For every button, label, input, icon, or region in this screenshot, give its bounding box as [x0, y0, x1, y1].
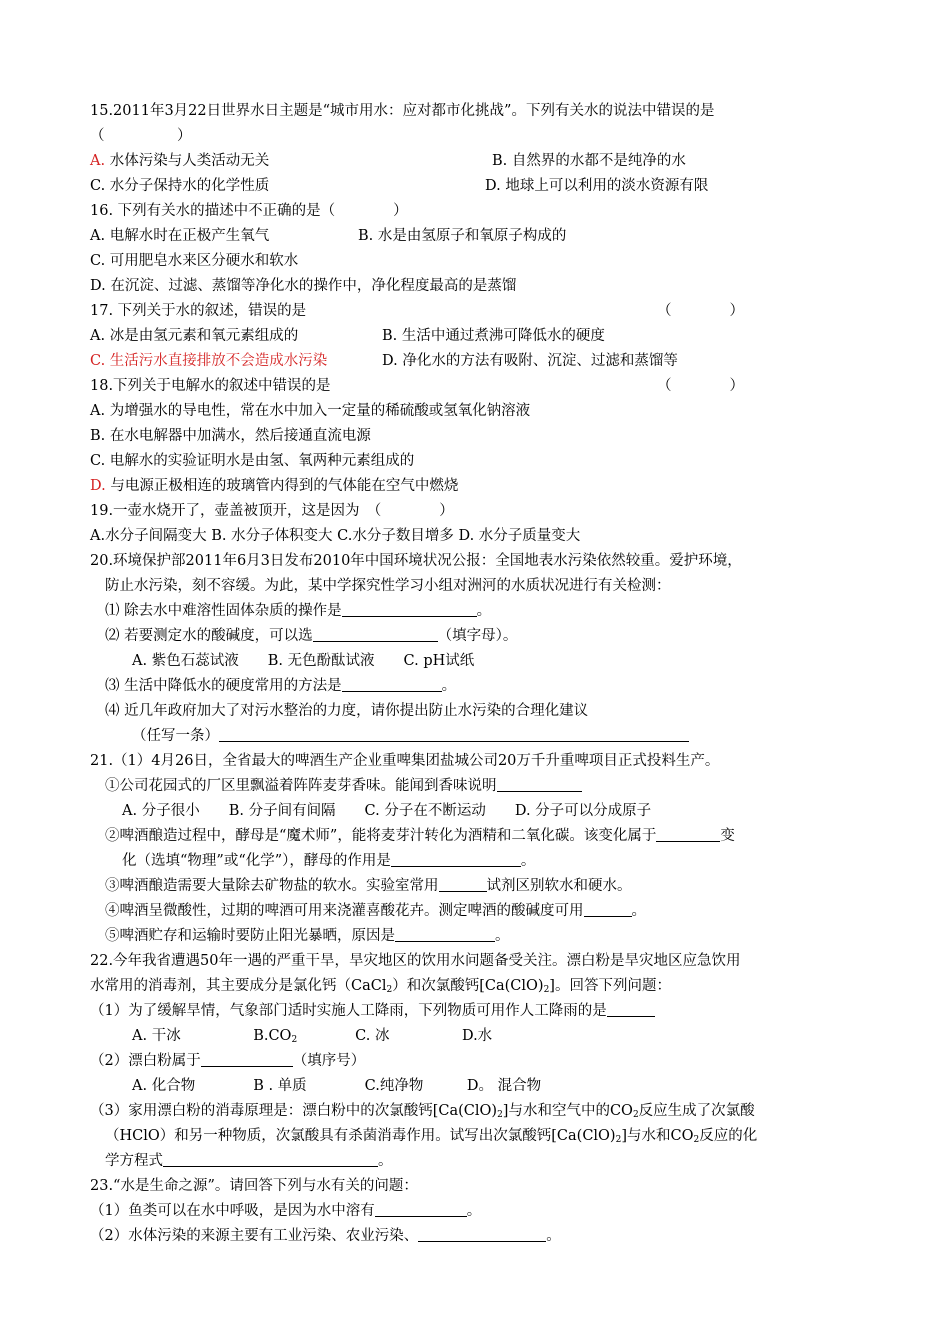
q18-option-d-letter: D.: [90, 478, 106, 494]
q22-part-2: [90, 1050, 862, 1072]
q22-part-1-text: （1）为了缓解旱情，气象部门适时实施人工降雨，下列物质可用作人工降雨的是: [90, 1003, 607, 1019]
q20-part-2-options: A. 紫色石蕊试液 B. 无色酚酞试液 C. pH试纸: [132, 653, 475, 669]
q21-sub-5: [105, 925, 862, 947]
q18-stem-line: [90, 375, 862, 397]
q21-sub-5-blank[interactable]: [395, 926, 495, 942]
q22-part-1-options-b: C. 冰 D.水: [297, 1028, 493, 1044]
q22-part-3b-text2: ]与水和CO: [621, 1128, 694, 1144]
q21-sub-2a-text: ②啤酒酿造过程中，酵母是“魔术师”，能将麦芽汁转化为酒精和二氧化碳。该变化属于: [105, 828, 657, 844]
q20-stem-2: 防止水污染，刻不容缓。为此，某中学探究性学习小组对洲河的水质状况进行有关检测：: [105, 578, 671, 594]
q18-option-d-line: [90, 475, 862, 497]
q22-part-3b-sub2: 2: [693, 1135, 700, 1145]
q20-part-2: [105, 625, 862, 647]
q20-part-3-end: 。: [441, 678, 457, 694]
q16-stem: 16. 下列有关水的描述中不正确的是（ ）: [90, 203, 408, 219]
q17-stem-line: [90, 300, 862, 322]
q21-sub-1: [105, 775, 862, 797]
q15-stem: 15.2011年3月22日世界水日主题是“城市用水：应对都市化挑战”。下列有关水的说法中错误的是: [90, 103, 715, 119]
q21-sub-4-end: 。: [631, 903, 646, 919]
q17-option-d: D. 净化水的方法有吸附、沉淀、过滤和蒸馏等: [382, 353, 678, 369]
q18-option-b: B. 在水电解器中加满水，然后接通直流电源: [90, 428, 371, 444]
q18-stem: 18.下列关于电解水的叙述中错误的是: [90, 378, 331, 394]
q22-part-3c-end: 。: [378, 1153, 393, 1169]
q22-part-3a-sub: 2: [497, 1110, 503, 1120]
q22-part-3a-text2: ]与水和空气中的CO: [502, 1103, 633, 1119]
q23-stem: 23.“水是生命之源”。请回答下列与水有关的问题：: [90, 1178, 418, 1194]
q20-part-3-text: ⑶ 生活中降低水的硬度常用的方法是: [105, 678, 342, 694]
q21-sub-1-blank[interactable]: [497, 776, 582, 792]
q21-sub-3-blank[interactable]: [439, 876, 487, 892]
q16-option-b: B. 水是由氢原子和氧原子构成的: [358, 228, 567, 244]
q18-option-c: C. 电解水的实验证明水是由氢、氧两种元素组成的: [90, 453, 415, 469]
q22-stem-2-sub: 2: [386, 985, 393, 995]
q20-part-3-blank[interactable]: [342, 676, 442, 692]
q21-stem: 21.（1）4月26日，全省最大的啤酒生产企业重啤集团盐城公司20万千升重啤项目正式投料生产。: [90, 753, 720, 769]
q15-option-d: D. 地球上可以利用的淡水资源有限: [485, 178, 709, 194]
q21-sub-2a: [105, 825, 862, 847]
q15-option-c: C. 水分子保持水的化学性质: [90, 178, 270, 194]
q17-option-c: C. 生活污水直接排放不会造成水污染: [90, 353, 328, 369]
q21-sub-4-blank[interactable]: [584, 901, 632, 917]
q17-option-a: A. 冰是由氢元素和氧元素组成的: [90, 328, 299, 344]
q17-stem: 17. 下列关于水的叙述，错误的是: [90, 303, 307, 319]
q15-answer-paren: （ ）: [90, 128, 192, 144]
q23-part-1-end: 。: [466, 1203, 482, 1219]
q21-sub-2a-end: 变: [720, 828, 735, 844]
q21-sub-2b-blank[interactable]: [391, 851, 521, 867]
q22-part-3c: [105, 1150, 862, 1172]
q19-stem: 19.一壶水烧开了，壶盖被顶开，这是因为 （ ）: [90, 503, 454, 519]
q15-option-a-letter: A.: [90, 153, 106, 169]
q16-option-c: C. 可用肥皂水来区分硬水和软水: [90, 253, 299, 269]
q22-part-1-options-sub: 2: [291, 1035, 298, 1045]
q21-sub-3-end: 试剂区别软水和硬水。: [486, 878, 632, 894]
q22-part-2-blank[interactable]: [201, 1051, 293, 1067]
q22-part-3c-blank[interactable]: [163, 1151, 378, 1167]
q22-part-1: [90, 1000, 862, 1022]
q16-option-a: A. 电解水时在正极产生氧气: [90, 228, 270, 244]
q18-option-a: A. 为增强水的导电性，常在水中加入一定量的稀硫酸或氢氧化钠溶液: [90, 403, 531, 419]
q16-option-d: D. 在沉淀、过滤、蒸馏等净化水的操作中，净化程度最高的是蒸馏: [90, 278, 517, 294]
q23-part-2-end: 。: [546, 1228, 561, 1244]
q20-part-3: [105, 675, 862, 697]
q21-sub-3-text: ③啤酒酿造需要大量除去矿物盐的软水。实验室常用: [105, 878, 439, 894]
q22-part-3a-text: （3）家用漂白粉的消毒原理是：漂白粉中的次氯酸钙[Ca(ClO): [90, 1103, 498, 1119]
q22-stem-1: 22.今年我省遭遇50年一遇的严重干旱，旱灾地区的饮用水问题备受关注。漂白粉是旱灾地区应急饮用: [90, 953, 741, 969]
q20-part-4: ⑷ 近几年政府加大了对污水整治的力度，请你提出防止水污染的合理化建议: [105, 703, 589, 719]
q20-part-4-b-text: （任写一条）: [132, 728, 219, 744]
q22-part-2-options: A. 化合物 B . 单质 C.纯净物 D。 混合物: [132, 1078, 542, 1094]
q15-options-ab: [90, 150, 862, 172]
q22-part-3a-sub2: 2: [632, 1110, 639, 1120]
q20-part-1: [105, 600, 862, 622]
q21-sub-2b: [122, 850, 862, 872]
q20-part-1-end: 。: [476, 603, 492, 619]
q23-part-2: [90, 1225, 862, 1247]
q20-stem-1: 20.环境保护部2011年6月3日发布2010年中国环境状况公报：全国地表水污染依然较重。爱护环境，: [90, 553, 742, 569]
q21-sub-2b-text: 化（选填“物理”或“化学”），酵母的作用是: [122, 853, 391, 869]
q20-part-2-text: ⑵ 若要测定水的酸碱度，可以选: [105, 628, 313, 644]
q22-stem-2: [90, 975, 862, 997]
q22-stem-2a: 水常用的消毒剂，其主要成分是氯化钙（CaCl: [90, 978, 387, 994]
q15-option-b: B. 自然界的水都不是纯净的水: [492, 153, 686, 169]
q20-part-1-blank[interactable]: [342, 601, 477, 617]
q20-part-2-end: （填字母）。: [437, 628, 518, 644]
q18-answer-paren: （ ）: [657, 378, 744, 394]
q22-part-3b-text3: 反应的化: [699, 1128, 758, 1144]
q21-sub-2b-end: 。: [520, 853, 536, 869]
q22-stem-2b: ）和次氯酸钙[Ca(ClO): [392, 978, 544, 994]
q22-part-2-end: （填序号）: [292, 1053, 366, 1069]
q22-part-3c-text: 学方程式: [105, 1153, 163, 1169]
q21-sub-5-end: 。: [495, 928, 510, 944]
q20-part-4-b: [132, 725, 862, 747]
q17-option-b: B. 生活中通过煮沸可降低水的硬度: [382, 328, 605, 344]
q22-part-1-options-a: A. 干冰 B.CO: [132, 1028, 292, 1044]
q17-options-cd: [90, 350, 862, 372]
q21-sub-1-options: A. 分子很小 B. 分子间有间隔 C. 分子在不断运动 D. 分子可以分成原子: [122, 803, 652, 819]
q22-stem-2c: ]。回答下列问题：: [549, 978, 671, 994]
q20-part-4-blank[interactable]: [219, 726, 689, 742]
q15-option-a: 水体污染与人类活动无关: [109, 153, 270, 169]
q19-options: A.水分子间隔变大 B. 水分子体积变大 C.水分子数目增多 D. 水分子质量变大: [90, 528, 581, 544]
q23-part-2-text: （2）水体污染的来源主要有工业污染、农业污染、: [90, 1228, 419, 1244]
q23-part-1-blank[interactable]: [375, 1201, 467, 1217]
q20-part-1-text: ⑴ 除去水中难溶性固体杂质的操作是: [105, 603, 342, 619]
q22-part-3b-sub: 2: [615, 1135, 622, 1145]
q23-part-1-text: （1）鱼类可以在水中呼吸，是因为水中溶有: [90, 1203, 375, 1219]
q22-part-2-text: （2）漂白粉属于: [90, 1053, 201, 1069]
q22-part-1-blank[interactable]: [607, 1001, 655, 1017]
q18-option-d: 与电源正极相连的玻璃管内得到的气体能在空气中燃烧: [110, 478, 459, 494]
q21-sub-2a-blank[interactable]: [656, 826, 720, 842]
q21-sub-3: [105, 875, 862, 897]
q23-part-1: [90, 1200, 862, 1222]
q22-part-3a-text3: 反应生成了次氯酸: [638, 1103, 755, 1119]
q21-sub-4: [105, 900, 862, 922]
q21-sub-4-text: ④啤酒呈微酸性，过期的啤酒可用来浇灌喜酸花卉。测定啤酒的酸碱度可用: [105, 903, 584, 919]
q22-part-3a: [90, 1100, 862, 1122]
q23-part-2-blank[interactable]: [418, 1226, 546, 1242]
q20-part-2-blank[interactable]: [313, 626, 438, 642]
q15-options-cd: [90, 175, 862, 197]
q22-part-1-options: [132, 1025, 862, 1047]
q22-stem-2-sub2: 2: [543, 985, 550, 995]
q21-sub-1-text: ①公司花园式的厂区里飘溢着阵阵麦芽香味。能闻到香味说明: [105, 778, 497, 794]
q16-options-ab: [90, 225, 862, 247]
q22-part-3b: [105, 1125, 862, 1147]
q22-part-3b-text: （HClO）和另一种物质，次氯酸具有杀菌消毒作用。试写出次氯酸钙[Ca(ClO): [105, 1128, 616, 1144]
q17-answer-paren: （ ）: [657, 303, 744, 319]
q21-sub-5-text: ⑤啤酒贮存和运输时要防止阳光暴晒，原因是: [105, 928, 395, 944]
q17-options-ab: [90, 325, 862, 347]
